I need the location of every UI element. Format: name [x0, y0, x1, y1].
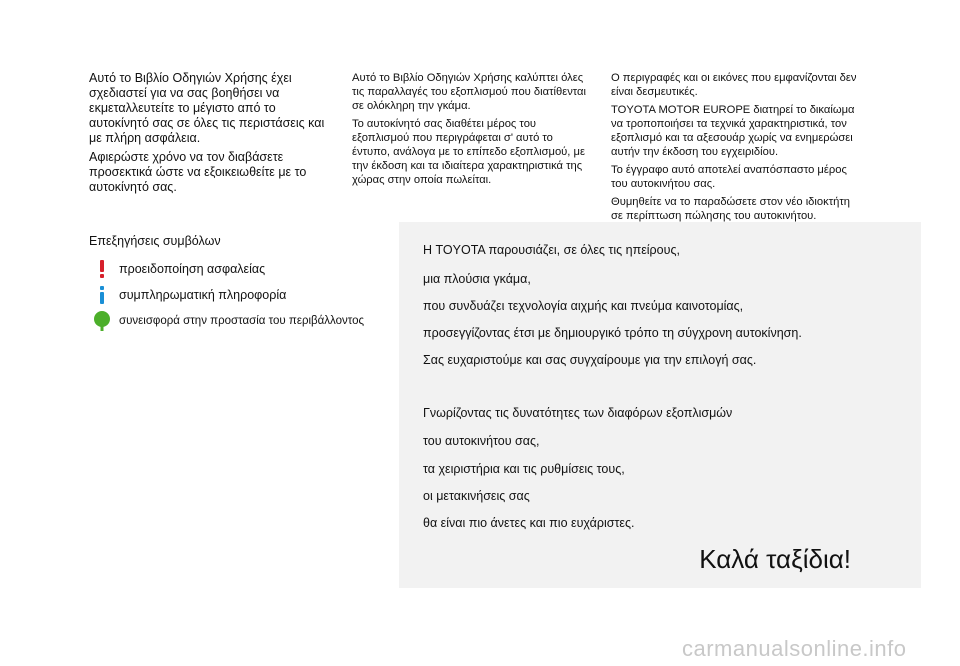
- intro-paragraph: Το αυτοκίνητό σας διαθέτει μέρος του εξοπλισμού που περιγράφεται σ' αυτό το έντυπο, ανάλογα με το επίπεδο εξοπλισμού, με την έκδοση και τα ιδιαίτερα χαρακτηριστικά της χώρας στην οποία πωλείται.: [352, 118, 585, 186]
- exclamation-icon: [89, 259, 115, 279]
- welcome-line: Η TOYOTA παρουσιάζει, σε όλες τις ηπείρους,: [423, 243, 680, 257]
- legend-label: προειδοποίηση ασφαλείας: [119, 262, 266, 276]
- intro-column-3: [611, 71, 861, 227]
- leaf-icon: [89, 310, 115, 332]
- legend-item-environment: [89, 308, 389, 334]
- welcome-line: προσεγγίζοντας έτσι με δημιουργικό τρόπο τη σύγχρονη αυτοκίνηση.: [423, 326, 802, 340]
- intro-paragraph: Θυμηθείτε να το παραδώσετε στον νέο ιδιοκτήτη σε περίπτωση πώλησης του αυτοκινήτου.: [611, 196, 850, 222]
- welcome-line: οι μετακινήσεις σας: [423, 489, 530, 503]
- legend-title: Επεξηγήσεις συμβόλων: [89, 234, 221, 248]
- intro-paragraph: Ο περιγραφές και οι εικόνες που εμφανίζονται δεν είναι δεσμευτικές.: [611, 72, 857, 98]
- intro-paragraph: Αυτό το Βιβλίο Οδηγιών Χρήσης έχει σχεδιαστεί για να σας βοηθήσει να εκμεταλλευτείτε το μέγιστο από το αυτοκίνητό σας σε όλες τις περιστάσεις και με πλήρη ασφάλεια.: [89, 71, 325, 145]
- watermark: carmanualsonline.info: [682, 636, 907, 661]
- welcome-line: του αυτοκινήτου σας,: [423, 434, 540, 448]
- welcome-line: μια πλούσια γκάμα,: [423, 272, 531, 286]
- welcome-line: θα είναι πιο άνετες και πιο ευχάριστες.: [423, 516, 635, 530]
- legend-label: συνεισφορά στην προστασία του περιβάλλοντος: [119, 315, 365, 327]
- welcome-line: Γνωρίζοντας τις δυνατότητες των διαφόρων εξοπλισμών: [423, 406, 733, 420]
- intro-paragraph: Το έγγραφο αυτό αποτελεί αναπόσπαστο μέρος του αυτοκινήτου σας.: [611, 164, 847, 190]
- intro-paragraph: Αυτό το Βιβλίο Οδηγιών Χρήσης καλύπτει όλες τις παραλλαγές του εξοπλισμού που διατίθενται σε ολόκληρη την γκάμα.: [352, 72, 587, 112]
- welcome-line: που συνδυάζει τεχνολογία αιχμής και πνεύμα καινοτομίας,: [423, 299, 744, 313]
- info-icon: [89, 285, 115, 305]
- welcome-line: τα χειριστήρια και τις ρυθμίσεις τους,: [423, 462, 625, 476]
- welcome-panel: [399, 222, 921, 588]
- legend-label: συμπληρωματική πληροφορία: [119, 288, 287, 302]
- intro-column-1: [89, 71, 329, 199]
- intro-column-2: [352, 71, 592, 191]
- legend-item-info: [89, 282, 389, 308]
- farewell-heading: Καλά ταξίδια!: [699, 544, 851, 574]
- intro-paragraph: TOYOTA MOTOR EUROPE διατηρεί το δικαίωμα να τροποποιήσει τα τεχνικά χαρακτηριστικά, τον εξοπλισμό και τα αξεσουάρ χωρίς να ενημερώσει αυτήν την έκδοση του εγχειριδίου.: [611, 104, 855, 158]
- legend-item-warning: [89, 256, 389, 282]
- intro-paragraph: Αφιερώστε χρόνο να τον διαβάσετε προσεκτικά ώστε να εξοικειωθείτε με το αυτοκίνητό σας.: [89, 150, 307, 194]
- symbol-legend: [89, 234, 389, 334]
- welcome-line: Σας ευχαριστούμε και σας συγχαίρουμε για την επιλογή σας.: [423, 353, 757, 367]
